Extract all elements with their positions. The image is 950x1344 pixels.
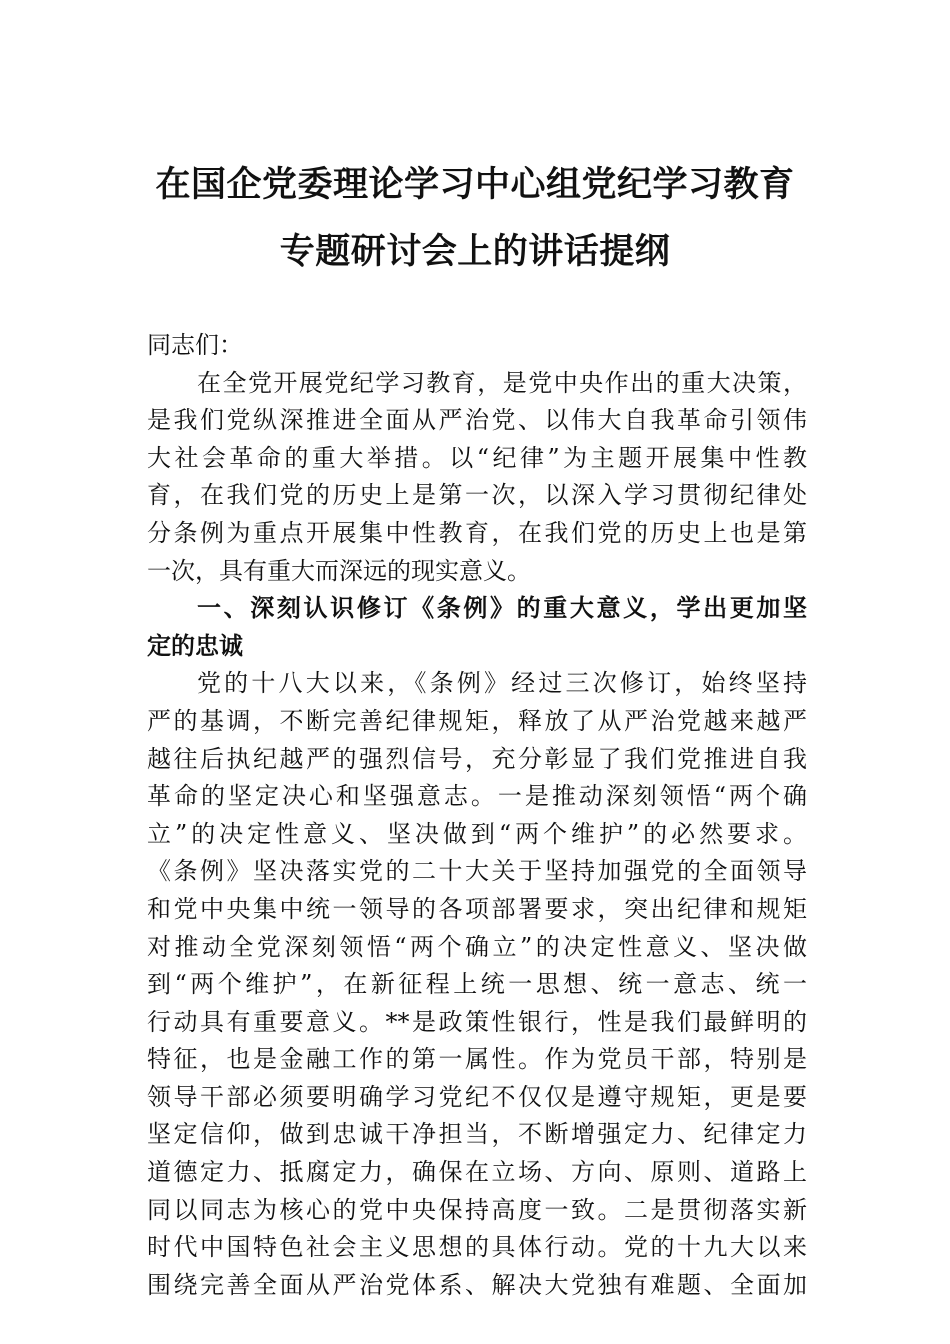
section-line: 《条例》坚决落实党的二十大关于坚持加强党的全面领导: [147, 857, 807, 886]
document-body: [147, 327, 807, 1304]
section-line: 立”的决定性意义、坚决做到“两个维护”的必然要求。: [147, 819, 807, 848]
intro-line: 在全党开展党纪学习教育，是党中央作出的重大决策，: [197, 368, 807, 397]
intro-line: 分条例为重点开展集中性教育，在我们党的历史上也是第: [147, 518, 807, 547]
section-line: 特征，也是金融工作的第一属性。作为党员干部，特别是: [147, 1045, 807, 1074]
intro-line: 育，在我们党的历史上是第一次，以深入学习贯彻纪律处: [147, 481, 807, 510]
intro-line: 一次，具有重大而深远的现实意义。: [147, 556, 531, 585]
section-heading-line: 一、深刻认识修订《条例》的重大意义，学出更加坚: [197, 594, 807, 623]
salutation: 同志们：: [147, 331, 243, 359]
section-line: 到“两个维护”，在新征程上统一思想、统一意志、统一: [147, 970, 807, 999]
section-line: 党的十八大以来，《条例》经过三次修订，始终坚持: [197, 669, 807, 698]
section-line: 行动具有重要意义。**是政策性银行，性是我们最鲜明的: [147, 1007, 807, 1036]
section-line: 围绕完善全面从严治党体系、解决大党独有难题、全面加: [147, 1270, 807, 1299]
section-line: 越往后执纪越严的强烈信号，充分彰显了我们党推进自我: [147, 744, 807, 773]
section-line: 道德定力、抵腐定力，确保在立场、方向、原则、道路上: [147, 1158, 807, 1187]
section-line: 同以同志为核心的党中央保持高度一致。二是贯彻落实新: [147, 1195, 807, 1224]
document-title-line-1: 在国企党委理论学习中心组党纪学习教育: [155, 164, 795, 205]
section-heading-line: 定的忠诚: [147, 631, 243, 660]
section-line: 领导干部必须要明确学习党纪不仅仅是遵守规矩，更是要: [147, 1082, 807, 1111]
section-line: 坚定信仰，做到忠诚干净担当，不断增强定力、纪律定力: [147, 1120, 807, 1149]
document-title-line-2: 专题研讨会上的讲话提纲: [279, 231, 671, 272]
intro-line: 大社会革命的重大举措。以“纪律”为主题开展集中性教: [147, 443, 807, 472]
section-line: 革命的坚定决心和坚强意志。一是推动深刻领悟“两个确: [147, 782, 807, 811]
section-line: 严的基调，不断完善纪律规矩，释放了从严治党越来越严: [147, 706, 807, 735]
section-line: 时代中国特色社会主义思想的具体行动。党的十九大以来: [147, 1233, 807, 1262]
section-line: 和党中央集中统一领导的各项部署要求，突出纪律和规矩: [147, 894, 807, 923]
intro-line: 是我们党纵深推进全面从严治党、以伟大自我革命引领伟: [147, 406, 807, 435]
section-line: 对推动全党深刻领悟“两个确立”的决定性意义、坚决做: [147, 932, 807, 961]
